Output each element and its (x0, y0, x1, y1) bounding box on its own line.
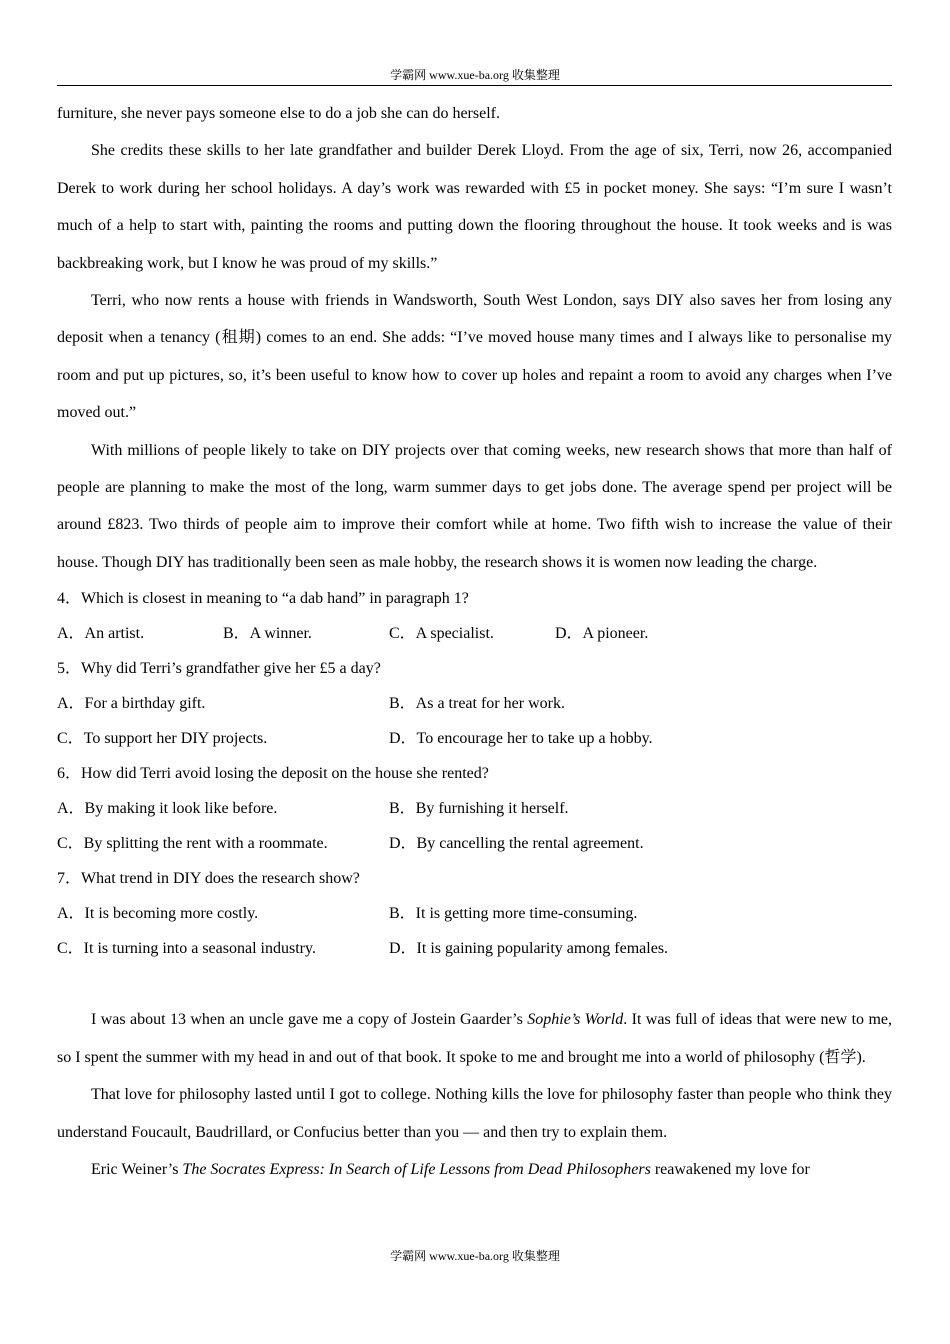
p2-text-b: . It was full of ideas that were new to me, so I spent the summer with my head in and out of that book. It spoke to me and brought me into a world of philosophy (哲学). (57, 1011, 892, 1066)
question-4-options (57, 616, 892, 651)
q6-option-a[interactable]: A．By making it look like before. (57, 800, 278, 818)
q7-option-c[interactable]: C．It is turning into a seasonal industry. (57, 940, 316, 958)
question-7-options-row1 (57, 896, 892, 931)
question-6-options-row2 (57, 826, 892, 861)
passage1-paragraph-3: With millions of people likely to take on DIY projects over that coming weeks, new research shows that more than half of people are planning to make the most of the long, warm summer days to get jobs done. The average spend per project will be around £823. Two thirds of people aim to improve their comfort while at home. Two fifth wish to increase the value of their house. Though DIY has traditionally been seen as male hobby, the research shows it is women now leading the charge. (57, 441, 892, 571)
page-header: 学霸网 www.xue-ba.org 收集整理 (390, 68, 560, 82)
p2-text-a: I was about 13 when an uncle gave me a copy of Jostein Gaarder’s (91, 1011, 528, 1029)
section-gap (57, 966, 892, 1001)
passage1-paragraph-0: furniture, she never pays someone else to do a job she can do herself. (57, 105, 500, 122)
passage1-paragraph-2: Terri, who now rents a house with friends in Wandsworth, South West London, says DIY also saves her from losing any deposit when a tenancy (租期) comes to an end. She adds: “I’ve moved house many times and I always like to personalise my room and put up pictures, so, it’s been useful to know how to cover up holes and repaint a room to avoid any charges when I’ve moved out.” (57, 292, 892, 422)
passage1-paragraph-1: She credits these skills to her late grandfather and builder Derek Lloyd. From the age of six, Terri, now 26, accompanied Derek to work during her school holidays. A day’s work was rewarded with £5 in pocket money. She says: “I’m sure I wasn’t much of a help to start with, painting the rooms and putting down the flooring throughout the house. It took weeks and is was backbreaking work, but I know he was proud of my skills.” (57, 142, 892, 272)
q4-option-b[interactable]: B．A winner. (223, 625, 312, 643)
question-4-stem: 4．Which is closest in meaning to “a dab hand” in paragraph 1? (57, 590, 469, 608)
question-6-options-row1 (57, 791, 892, 826)
question-5-options-row1 (57, 686, 892, 721)
question-5-options-row2 (57, 721, 892, 756)
q4-option-d[interactable]: D．A pioneer. (555, 625, 649, 643)
q7-option-d[interactable]: D．It is gaining popularity among females. (389, 940, 669, 958)
q6-option-b[interactable]: B．By furnishing it herself. (389, 800, 569, 818)
q6-option-d[interactable]: D．By cancelling the rental agreement. (389, 835, 644, 853)
q5-option-a[interactable]: A．For a birthday gift. (57, 695, 206, 713)
q6-option-c[interactable]: C．By splitting the rent with a roommate. (57, 835, 328, 853)
q4-option-c[interactable]: C．A specialist. (389, 625, 494, 643)
page-footer: 学霸网 www.xue-ba.org 收集整理 (390, 1249, 560, 1263)
passage2-paragraph-2: That love for philosophy lasted until I got to college. Nothing kills the love for philosophy faster than people who think they understand Foucault, Baudrillard, or Confucius better than you — and then try to explain them. (57, 1086, 892, 1141)
header-rule (57, 85, 892, 86)
p3-text-a: Eric Weiner’s (91, 1160, 183, 1178)
q5-option-d[interactable]: D．To encourage her to take up a hobby. (389, 730, 653, 748)
passage2-paragraph-1 (57, 1001, 892, 1076)
passage2-paragraph-3 (57, 1151, 892, 1188)
q7-option-b[interactable]: B．It is getting more time-consuming. (389, 905, 638, 923)
question-7-options-row2 (57, 931, 892, 966)
page-content (57, 95, 892, 1188)
q4-option-a[interactable]: A．An artist. (57, 625, 145, 643)
book-title-sophies-world: Sophie’s World (527, 1011, 624, 1029)
q5-option-c[interactable]: C．To support her DIY projects. (57, 730, 268, 748)
book-title-socrates-express: The Socrates Express: In Search of Life Lessons from Dead Philosophers (182, 1160, 651, 1178)
question-7-stem: 7．What trend in DIY does the research show? (57, 870, 360, 888)
question-5-stem: 5．Why did Terri’s grandfather give her £5 a day? (57, 660, 381, 678)
q7-option-a[interactable]: A．It is becoming more costly. (57, 905, 259, 923)
question-6-stem: 6．How did Terri avoid losing the deposit on the house she rented? (57, 765, 489, 783)
p3-text-b: reawakened my love for (650, 1160, 810, 1178)
q5-option-b[interactable]: B．As a treat for her work. (389, 695, 565, 713)
